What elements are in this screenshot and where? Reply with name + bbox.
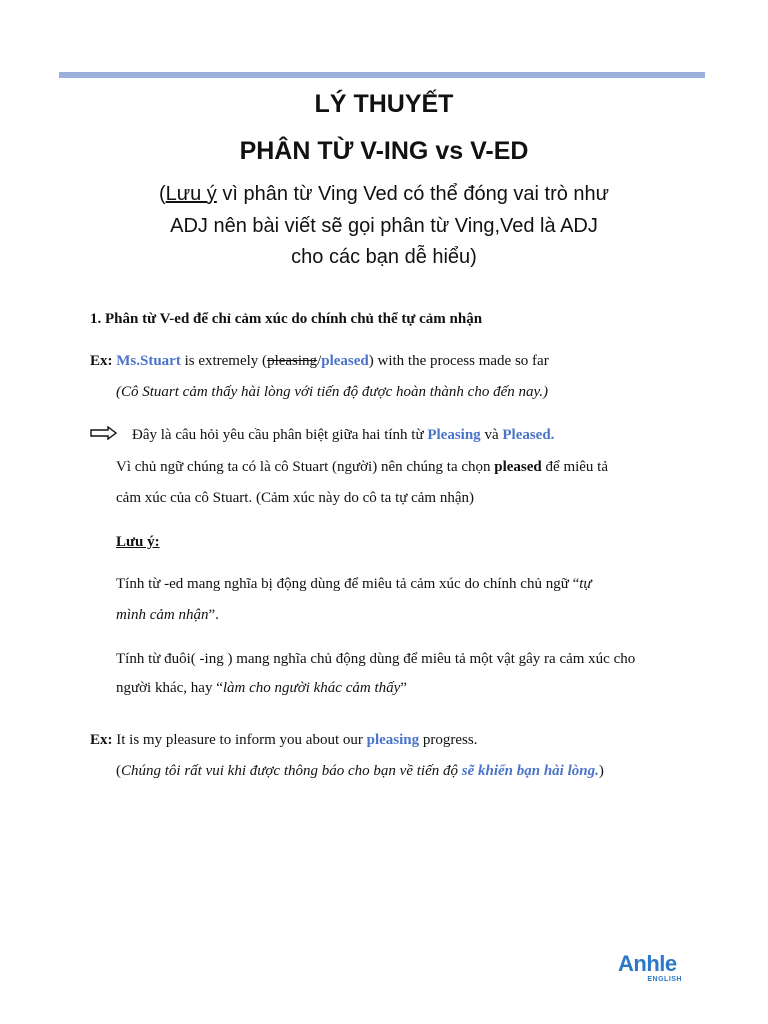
anhle-english-logo: Anhle ENGLISH [618,951,682,983]
luu-y-label: Lưu ý: [116,534,160,550]
example-2: Ex: It is my pleasure to inform you about our pleasing progress. [90,732,478,748]
note-line-1: (Lưu ý vì phân từ Ving Ved có thể đóng vai trò như [158,183,610,205]
example-subject: Ms.Stuart [116,353,181,369]
explanation-line-1: Đây là câu hỏi yêu cầu phân biệt giữa hai tính từ Pleasing và Pleased. [90,426,554,445]
page-title: LÝ THUYẾT [314,90,454,118]
wrong-answer: pleasing [267,353,318,369]
rule-1-line-2: mình cảm nhận”. [116,607,219,623]
correct-answer: pleased [321,353,369,369]
example-1: Ex: Ms.Stuart is extremely (pleasing/pleased) with the process made so far [90,353,549,369]
note-line-2: ADJ nên bài viết sẽ gọi phân từ Ving,Ved là ADJ [170,215,598,237]
top-divider-bar [59,72,705,78]
example-2-highlight: pleasing [366,732,420,748]
right-arrow-icon [90,426,118,445]
example-1-translation: (Cô Stuart cảm thấy hài lòng với tiến độ được hoàn thành cho đến nay.) [116,384,549,400]
page-subtitle: PHÂN TỪ V-ING vs V-ED [239,137,529,165]
rule-2-line-1: Tính từ đuôi( -ing ) mang nghĩa chủ động dùng để miêu tả một vật gây ra cảm xúc cho [116,651,636,667]
note-luu-y: Lưu ý [165,183,217,205]
explanation-line-2: Vì chủ ngữ chúng ta có là cô Stuart (người) nên chúng ta chọn pleased để miêu tả [116,459,609,475]
example-2-translation: (Chúng tôi rất vui khi được thông báo cho bạn về tiến độ sẽ khiến bạn hài lòng.) [116,763,604,779]
rule-2-line-2: người khác, hay “làm cho người khác cảm thấy” [116,680,407,696]
explanation-line-3: cảm xúc của cô Stuart. (Cảm xúc này do cô ta tự cảm nhận) [116,490,475,506]
rule-1-line-1: Tính từ -ed mang nghĩa bị động dùng để miêu tả cảm xúc do chính chủ ngữ “tự [116,576,592,592]
section-heading: 1. Phân từ V-ed để chỉ cảm xúc do chính chủ thể tự cảm nhận [90,311,483,327]
note-line-3: cho các bạn dễ hiểu) [291,246,477,268]
